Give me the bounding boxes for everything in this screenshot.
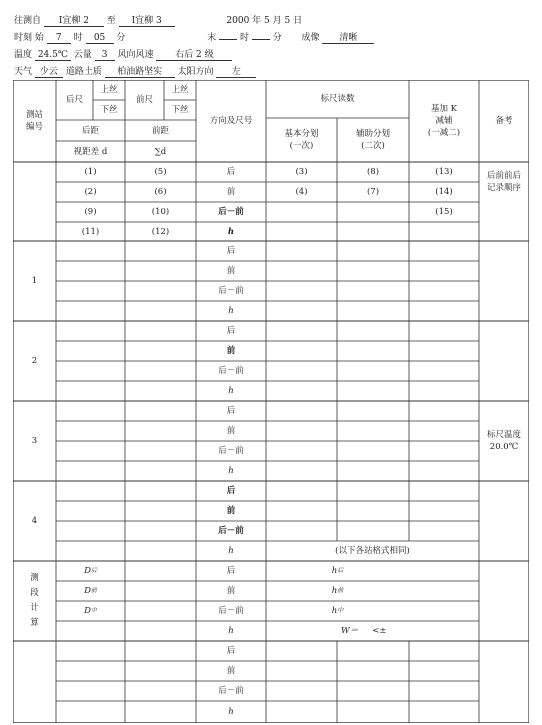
station-4-dir-back: 后	[226, 486, 236, 496]
cloud-value: 3	[95, 50, 115, 61]
front-upper-wire-header: 上丝	[171, 85, 189, 95]
example-basic-2: (4)	[295, 187, 308, 197]
hour-label: 时	[73, 33, 83, 43]
time-label: 时刻	[14, 33, 33, 43]
example-basic-1: (3)	[295, 167, 308, 177]
back-rod-header: 后尺	[65, 95, 83, 105]
segment-calc-label: 测 段 计 算	[30, 573, 39, 628]
station-no-header: 测站 编号	[25, 110, 43, 132]
example-dir-diff: 后－前	[218, 207, 244, 217]
example-a-3: (9)	[84, 207, 97, 217]
example-b-3: (10)	[151, 207, 170, 217]
end-label: 末	[207, 33, 217, 43]
station-4-number: 4	[31, 516, 38, 526]
cloud-label: 云量	[73, 50, 92, 60]
station-3-number: 3	[31, 436, 38, 446]
wind-value: 右后 2 级	[156, 50, 232, 61]
station-3-dir-back: 后	[226, 406, 236, 416]
front-lower-wire-header: 下丝	[171, 105, 189, 115]
temperature-label: 温度	[14, 50, 33, 60]
temperature-value: 24.5℃	[35, 50, 71, 61]
last-dir-h: h	[228, 707, 234, 717]
to-station: Ⅰ宜柳 3	[119, 16, 175, 27]
example-k-3: (15)	[435, 207, 453, 217]
example-dir-back: 后	[226, 167, 236, 177]
segment-h-back: h 后	[331, 566, 344, 576]
image-label: 成像	[301, 33, 320, 43]
segment-h-front: h 前	[331, 586, 344, 596]
image-value: 清晰	[322, 33, 374, 44]
example-a-2: (2)	[84, 187, 97, 197]
last-dir-diff: 后－前	[218, 686, 244, 696]
example-k-1: (13)	[435, 167, 453, 177]
segment-d-mid: D 中	[84, 606, 97, 616]
station-4-dir-front: 前	[226, 506, 236, 516]
station-4-dir-diff: 后－前	[218, 526, 244, 536]
station-2-dir-diff: 后－前	[218, 366, 244, 376]
end-minute	[252, 39, 270, 40]
station-3-dir-front: 前	[226, 426, 236, 436]
station-1-dir-diff: 后－前	[218, 286, 244, 296]
end-hour	[219, 39, 237, 40]
header-line-4	[14, 64, 256, 78]
remark-rod-temperature: 标尺温度 20.0℃	[486, 430, 521, 452]
minute-label: 分	[116, 33, 126, 43]
segment-dir-h: h	[228, 626, 234, 636]
header-line-2	[14, 30, 374, 44]
segment-d-front: D 前	[84, 586, 97, 596]
station-2-dir-front: 前	[226, 346, 236, 356]
sun-label: 太阳方向	[177, 67, 214, 77]
sun-value: 左	[216, 67, 256, 78]
front-rod-header: 前尺	[135, 95, 153, 105]
station-2-number: 2	[31, 356, 38, 366]
sum-d-header: ∑d	[154, 146, 167, 157]
back-distance-header: 后距	[81, 125, 99, 136]
end-hour-label: 时	[239, 33, 249, 43]
sight-difference-header: 视距差 d	[73, 146, 108, 157]
end-minute-label: 分	[272, 33, 282, 43]
segment-closure-w: W＝ <±	[341, 626, 387, 636]
remark-header: 备考	[495, 116, 513, 126]
station-1-number: 1	[31, 276, 38, 286]
last-dir-back: 后	[226, 646, 236, 656]
rod-reading-header: 标尺读数	[320, 94, 355, 104]
segment-h-mid: h 中	[331, 606, 344, 616]
example-dir-h: h	[227, 226, 235, 237]
example-remark: 后前前后 记录顺序	[486, 171, 521, 193]
example-a-1: (1)	[84, 167, 97, 177]
observation-table	[13, 80, 529, 723]
station-3-dir-h: h	[228, 466, 234, 476]
station-1-dir-front: 前	[226, 266, 236, 276]
basic-division-header: 基本分划 (一次)	[284, 129, 319, 151]
weather-label: 天气	[14, 67, 33, 77]
station-2-dir-h: h	[228, 386, 234, 396]
example-a-4: (11)	[81, 226, 100, 237]
front-distance-header: 前距	[151, 125, 169, 136]
example-k-2: (14)	[435, 187, 453, 197]
station-1-dir-back: 后	[226, 246, 236, 256]
example-b-4: (12)	[151, 226, 170, 237]
station-1-dir-h: h	[228, 306, 234, 316]
to-label: 至	[106, 16, 116, 26]
start-minute: 05	[86, 33, 114, 44]
example-aux-1: (8)	[366, 167, 380, 177]
example-b-2: (6)	[154, 187, 167, 197]
segment-d-back: D 后	[84, 566, 97, 576]
wind-label: 风向风速	[117, 50, 154, 60]
segment-dir-front: 前	[226, 586, 236, 596]
from-label: 往测自	[14, 16, 42, 26]
back-upper-wire-header: 上丝	[100, 85, 118, 95]
last-dir-front: 前	[226, 666, 236, 676]
segment-dir-back: 后	[226, 566, 236, 576]
example-aux-2: (7)	[366, 187, 380, 197]
segment-dir-diff: 后－前	[218, 606, 244, 616]
from-station: Ⅰ宜柳 2	[44, 16, 104, 27]
k-difference-header: 基加 K 减辅 (一减二)	[427, 104, 461, 138]
road-label: 道路土质	[65, 67, 102, 77]
road-value: 柏油路坚实	[105, 67, 175, 78]
header-line-3	[14, 47, 232, 61]
header-line-1	[14, 13, 302, 27]
weather-value: 少云	[35, 67, 63, 78]
start-label: 始	[34, 33, 44, 43]
start-hour: 7	[47, 33, 71, 44]
back-lower-wire-header: 下丝	[100, 105, 118, 115]
same-format-note: (以下各站格式相同)	[335, 546, 410, 556]
aux-division-header: 辅助分划 (二次)	[355, 129, 390, 151]
station-3-dir-diff: 后－前	[218, 446, 244, 456]
station-2-dir-back: 后	[226, 326, 236, 336]
example-dir-front: 前	[226, 187, 236, 197]
survey-date: 2000 年 5 月 5 日	[226, 16, 303, 26]
example-b-1: (5)	[154, 167, 167, 177]
station-4-dir-h: h	[228, 546, 234, 556]
direction-header: 方向及尺号	[209, 116, 253, 126]
